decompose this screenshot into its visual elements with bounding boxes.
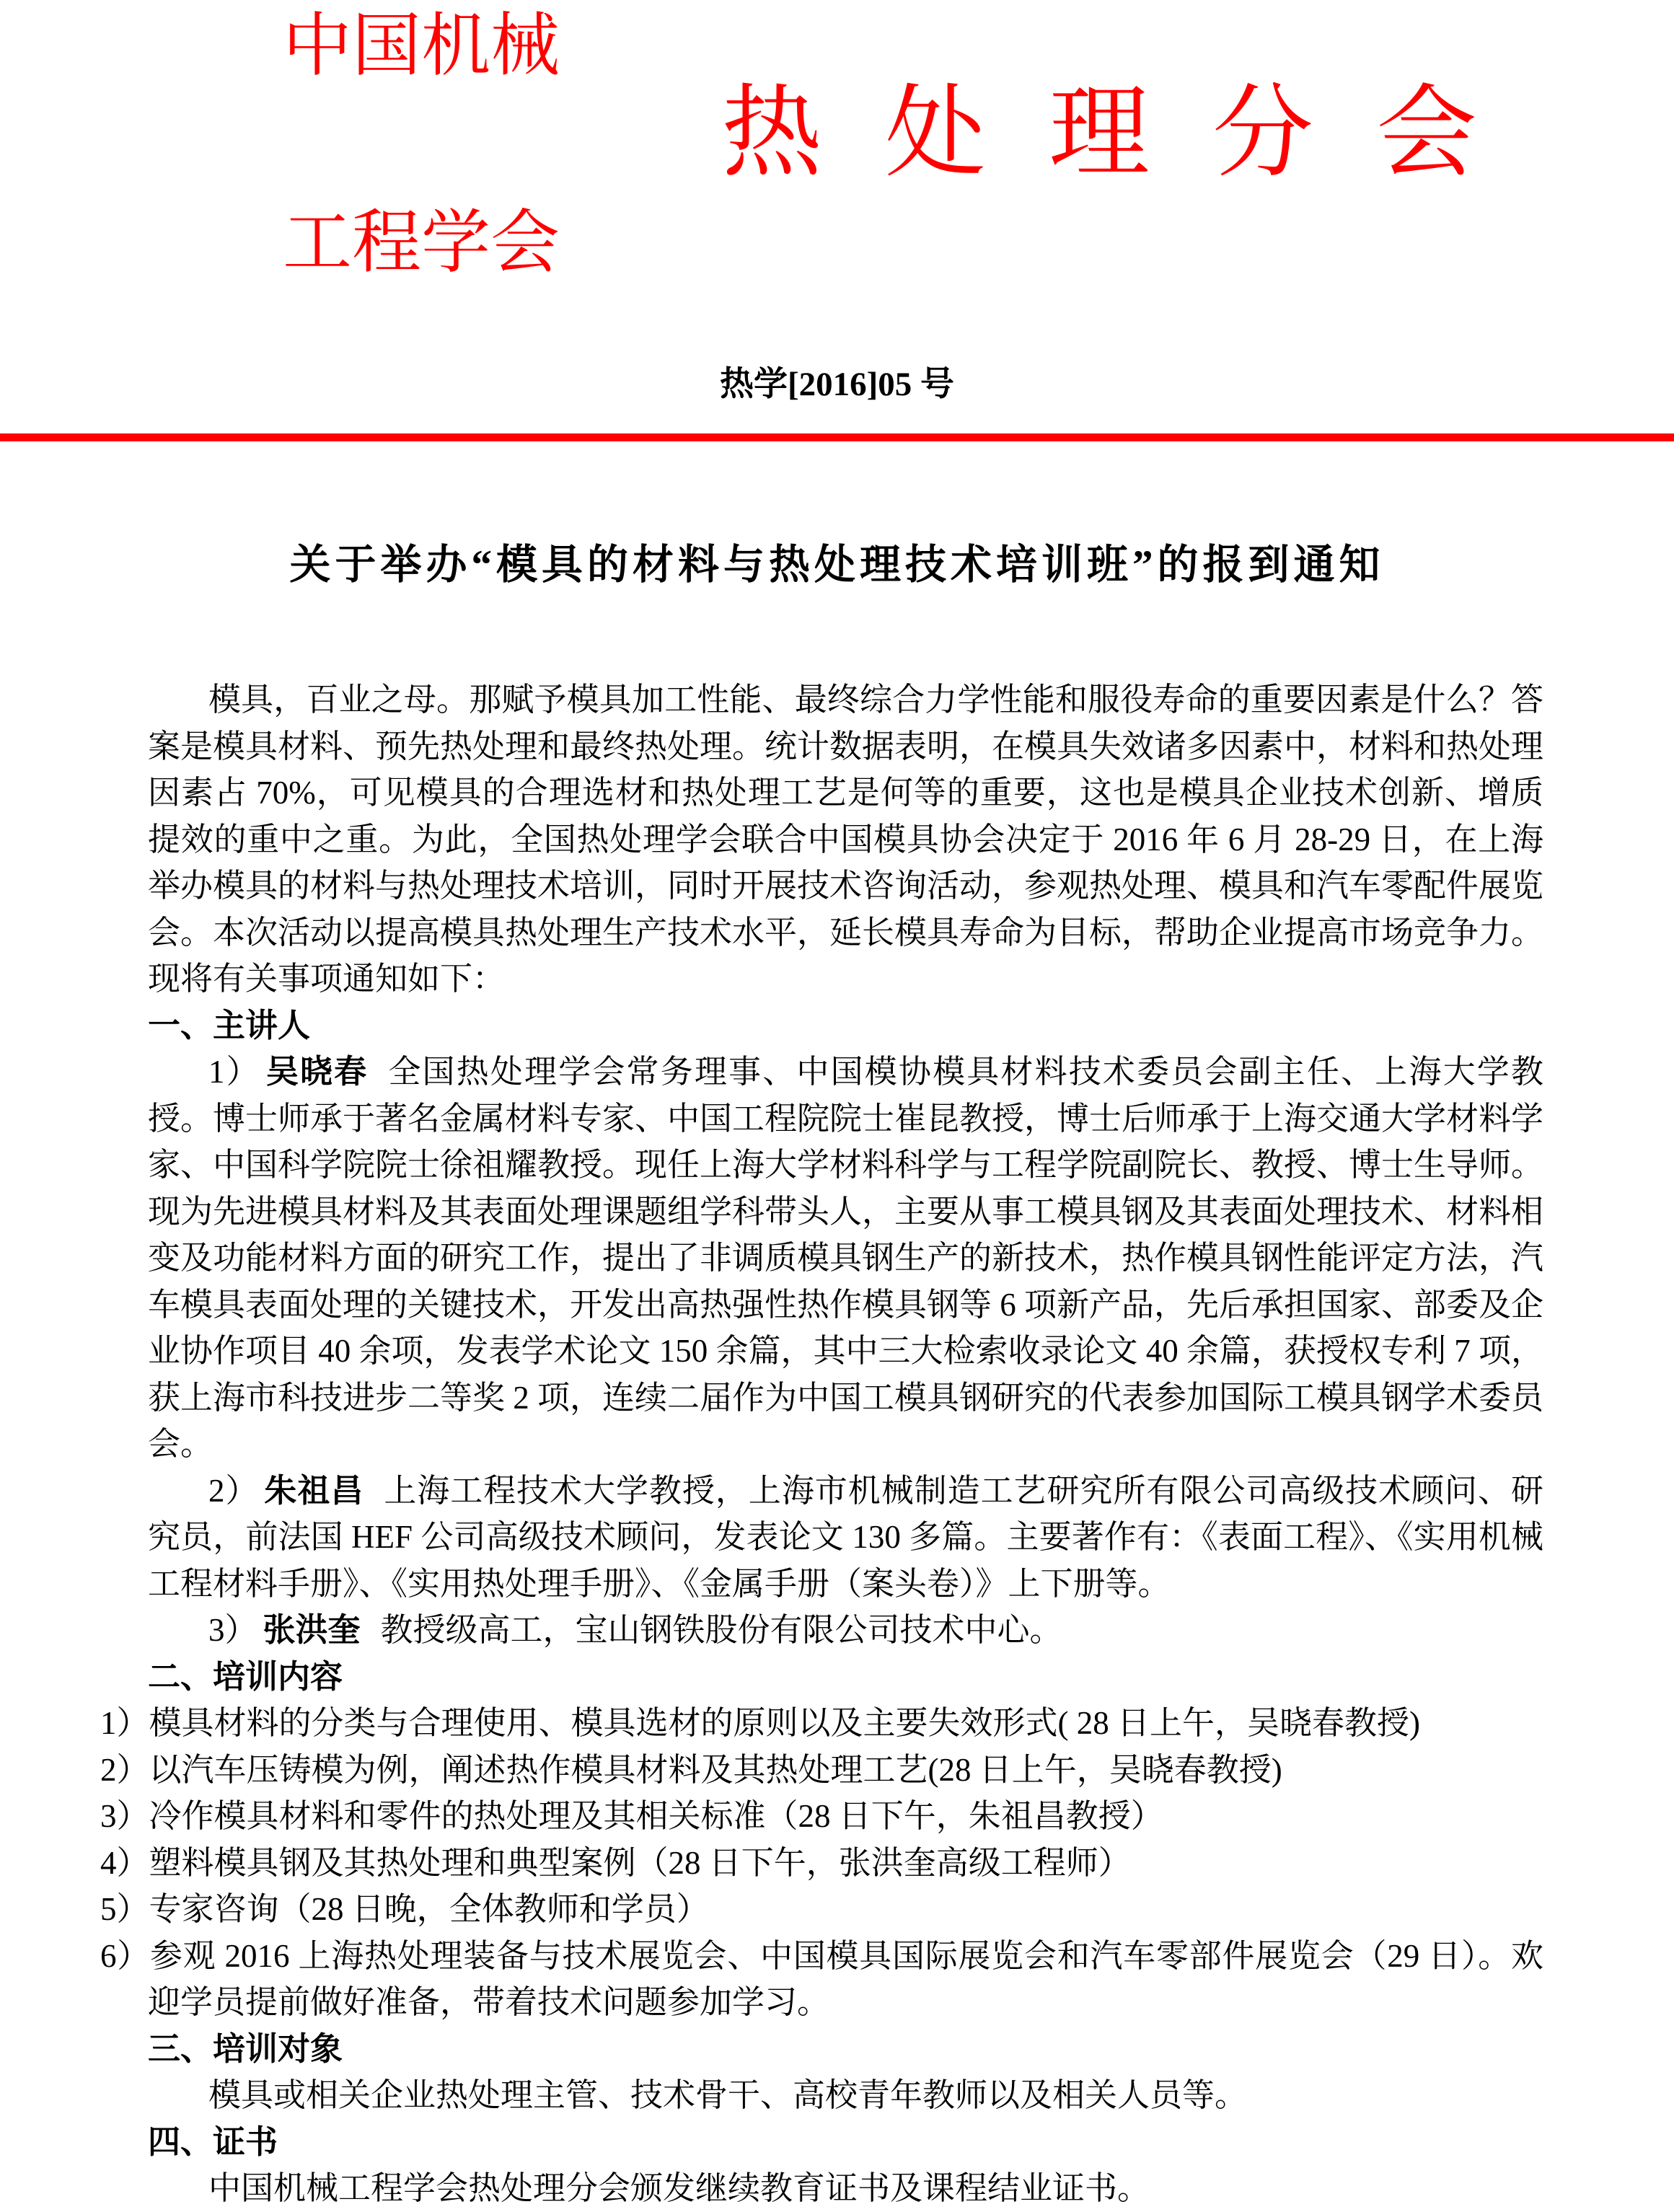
org-name-line1: 中国机械 — [283, 7, 560, 84]
content-item-6: 6）参观 2016 上海热处理装备与技术展览会、中国模具国际展览会和汽车零部件展览会（29 日）。欢迎学员提前做好准备，带着技术问题参加学习。 — [100, 1937, 1543, 2020]
content-item-4: 4）塑料模具钢及其热处理和典型案例（28 日下午，张洪奎高级工程师） — [100, 1844, 1131, 1881]
branch-name: 热 处 理 分 会 — [721, 78, 1497, 190]
audience-paragraph: 模具或相关企业热处理主管、技术骨干、高校青年教师以及相关人员等。 — [208, 2077, 1248, 2113]
org-name — [283, 7, 560, 281]
speaker-2-description: 上海工程技术大学教授，上海市机械制造工艺研究所有限公司高级技术顾问、研究员，前法国 HEF 公司高级技术顾问，发表论文 130 多篇。主要著作有：《表面工程》、《实用机械工程材料手册》、《实用热处理手册》、《金属手册（案头卷）》上下册等。 — [148, 1472, 1543, 1602]
section-heading-audience: 三、培训对象 — [148, 2030, 343, 2067]
content-item-2: 2）以汽车压铸模为例，阐述热作模具材料及其热处理工艺(28 日上午，吴晓春教授) — [100, 1751, 1282, 1788]
red-divider-rule — [0, 433, 1674, 441]
section-heading-certificate: 四、证书 — [148, 2123, 278, 2160]
intro-paragraph: 模具，百业之母。那赋予模具加工性能、最终综合力学性能和服役寿命的重要因素是什么？答案是模具材料、预先热处理和最终热处理。统计数据表明，在模具失效诸多因素中，材料和热处理因素占 70%，可见模具的合理选材和热处理工艺是何等的重要，这也是模具企业技术创新、增质提效的重中之重。为此，全国热处理学会联合中国模具协会决定于 2016 年 6 月 28-29 日，在上海举办模具的材料与热处理技术培训，同时开展技术咨询活动，参观热处理、模具和汽车零配件展览会。本次活动以提高模具热处理生产技术水平，延长模具寿命为目标，帮助企业提高市场竞争力。现将有关事项通知如下： — [148, 682, 1544, 997]
speaker-paragraph-3 — [148, 1607, 1543, 1654]
section-heading-content: 二、培训内容 — [148, 1657, 343, 1695]
speaker-1-number: 1） — [208, 1054, 260, 1090]
speaker-2-number: 2） — [208, 1472, 259, 1509]
content-item-3: 3）冷作模具材料和零件的热处理及其相关标准（28 日下午，朱祖昌教授） — [100, 1798, 1163, 1834]
speaker-paragraph-2 — [148, 1468, 1543, 1608]
page-title: 关于举办“模具的材料与热处理技术培训班”的报到通知 — [289, 542, 1385, 588]
certificate-paragraph: 中国机械工程学会热处理分会颁发继续教育证书及课程结业证书。 — [208, 2170, 1150, 2206]
org-name-line2: 工程学会 — [283, 203, 560, 281]
speaker-3-name: 张洪奎 — [263, 1612, 361, 1648]
doc-number: 热学[2016]05 号 — [719, 366, 955, 403]
section-heading-speakers: 一、主讲人 — [148, 1006, 311, 1044]
speaker-3-number: 3） — [208, 1612, 257, 1648]
content-item-1: 1）模具材料的分类与合理使用、模具选材的原则以及主要失效形式( 28 日上午，吴晓春教授) — [100, 1705, 1420, 1741]
speaker-1-name: 吴晓春 — [265, 1054, 369, 1090]
speaker-1-description: 全国热处理学会常务理事、中国模协模具材料技术委员会副主任、上海大学教授。博士师承于著名金属材料专家、中国工程院院士崔昆教授，博士后师承于上海交通大学材料学家、中国科学院院士徐祖耀教授。现任上海大学材料科学与工程学院副院长、教授、博士生导师。现为先进模具材料及其表面处理课题组学科带头人，主要从事工模具钢及其表面处理技术、材料相变及功能材料方面的研究工作，提出了非调质模具钢生产的新技术，热作模具钢性能评定方法，汽车模具表面处理的关键技术，开发出高热强性热作模具钢等 6 项新产品，先后承担国家、部委及企业协作项目 40 余项，发表学术论文 150 余篇，其中三大检索收录论文 40 余篇，获授权专利 7 项，获上海市科技进步二等奖 2 项，连续二届作为中国工模具钢研究的代表参加国际工模具钢学术委员会。 — [148, 1054, 1544, 1462]
speaker-paragraph-1 — [148, 1049, 1543, 1468]
speaker-2-name: 朱祖昌 — [264, 1472, 364, 1509]
speaker-3-description: 教授级高工，宝山钢铁股份有限公司技术中心。 — [380, 1612, 1062, 1648]
document-body — [100, 677, 1544, 2212]
content-item-5: 5）专家咨询（28 日晚，全体教师和学员） — [100, 1891, 709, 1927]
